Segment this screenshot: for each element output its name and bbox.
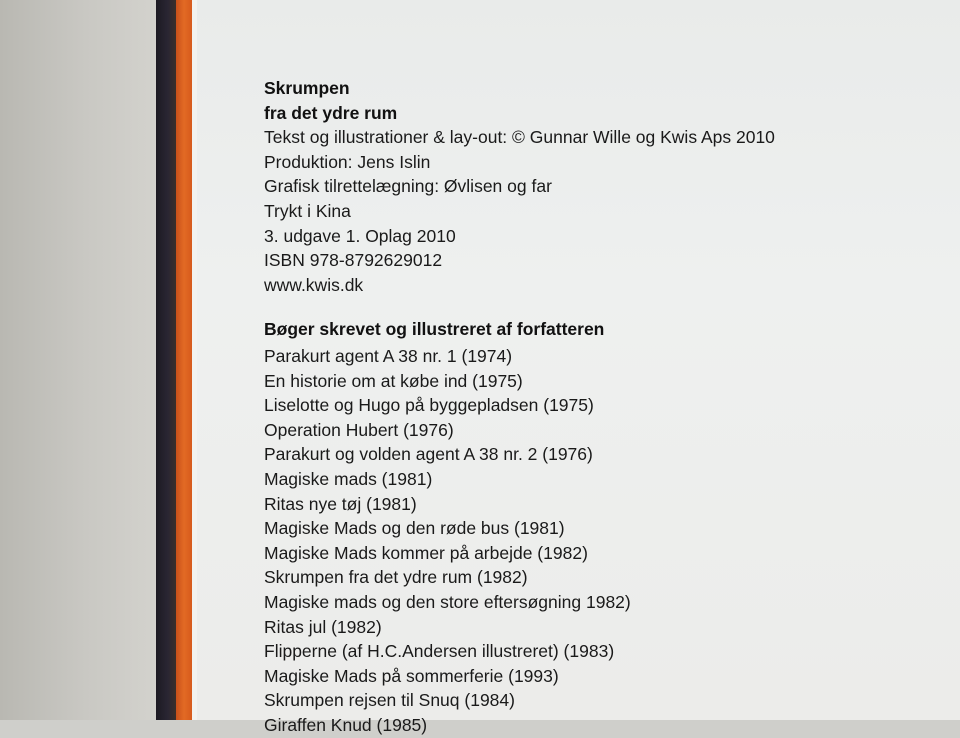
book-spine (156, 0, 176, 720)
book-page (197, 0, 960, 735)
background-surface (0, 0, 156, 720)
book-subtitle: fra det ydre rum (264, 102, 398, 123)
list-item: Liselotte og Hugo på byggepladsen (1975) (264, 395, 594, 416)
graphics-line: Grafisk tilrettelægning: Øvlisen og far (264, 176, 552, 197)
list-item: Magiske Mads og den røde bus (1981) (264, 518, 565, 539)
list-item: Operation Hubert (1976) (264, 419, 454, 440)
website-line: www.kwis.dk (264, 274, 364, 295)
credits-line: Tekst og illustrationer & lay-out: © Gunnar Wille og Kwis Aps 2010 (264, 127, 775, 148)
list-item: Parakurt og volden agent A 38 nr. 2 (1976) (264, 444, 593, 465)
booklist-heading: Bøger skrevet og illustreret af forfatteren (264, 319, 605, 339)
list-item: En historie om at købe ind (1975) (264, 370, 523, 391)
printed-line: Trykt i Kina (264, 200, 351, 221)
production-line: Produktion: Jens Islin (264, 151, 431, 172)
book-cover-edge (176, 0, 192, 720)
edition-line: 3. udgave 1. Oplag 2010 (264, 225, 456, 246)
list-item: Magiske Mads på sommerferie (1993) (264, 665, 559, 686)
list-item: Giraffen Knud (1985) (264, 714, 428, 735)
book-list (264, 344, 631, 738)
list-item: Flipperne (af H.C.Andersen illustreret) (1983) (264, 641, 615, 662)
colophon (264, 76, 775, 297)
list-item: Magiske Mads kommer på arbejde (1982) (264, 542, 588, 563)
list-item: Magiske mads og den store eftersøgning 1982) (264, 591, 631, 612)
isbn-line: ISBN 978-8792629012 (264, 250, 443, 271)
list-item: Magiske mads (1981) (264, 468, 433, 489)
list-item: Skrumpen fra det ydre rum (1982) (264, 567, 528, 588)
list-item: Ritas jul (1982) (264, 616, 382, 637)
list-item: Skrumpen rejsen til Snuq (1984) (264, 690, 515, 711)
list-item: Ritas nye tøj (1981) (264, 493, 417, 514)
book-title: Skrumpen (264, 78, 350, 98)
list-item: Parakurt agent A 38 nr. 1 (1974) (264, 346, 513, 366)
